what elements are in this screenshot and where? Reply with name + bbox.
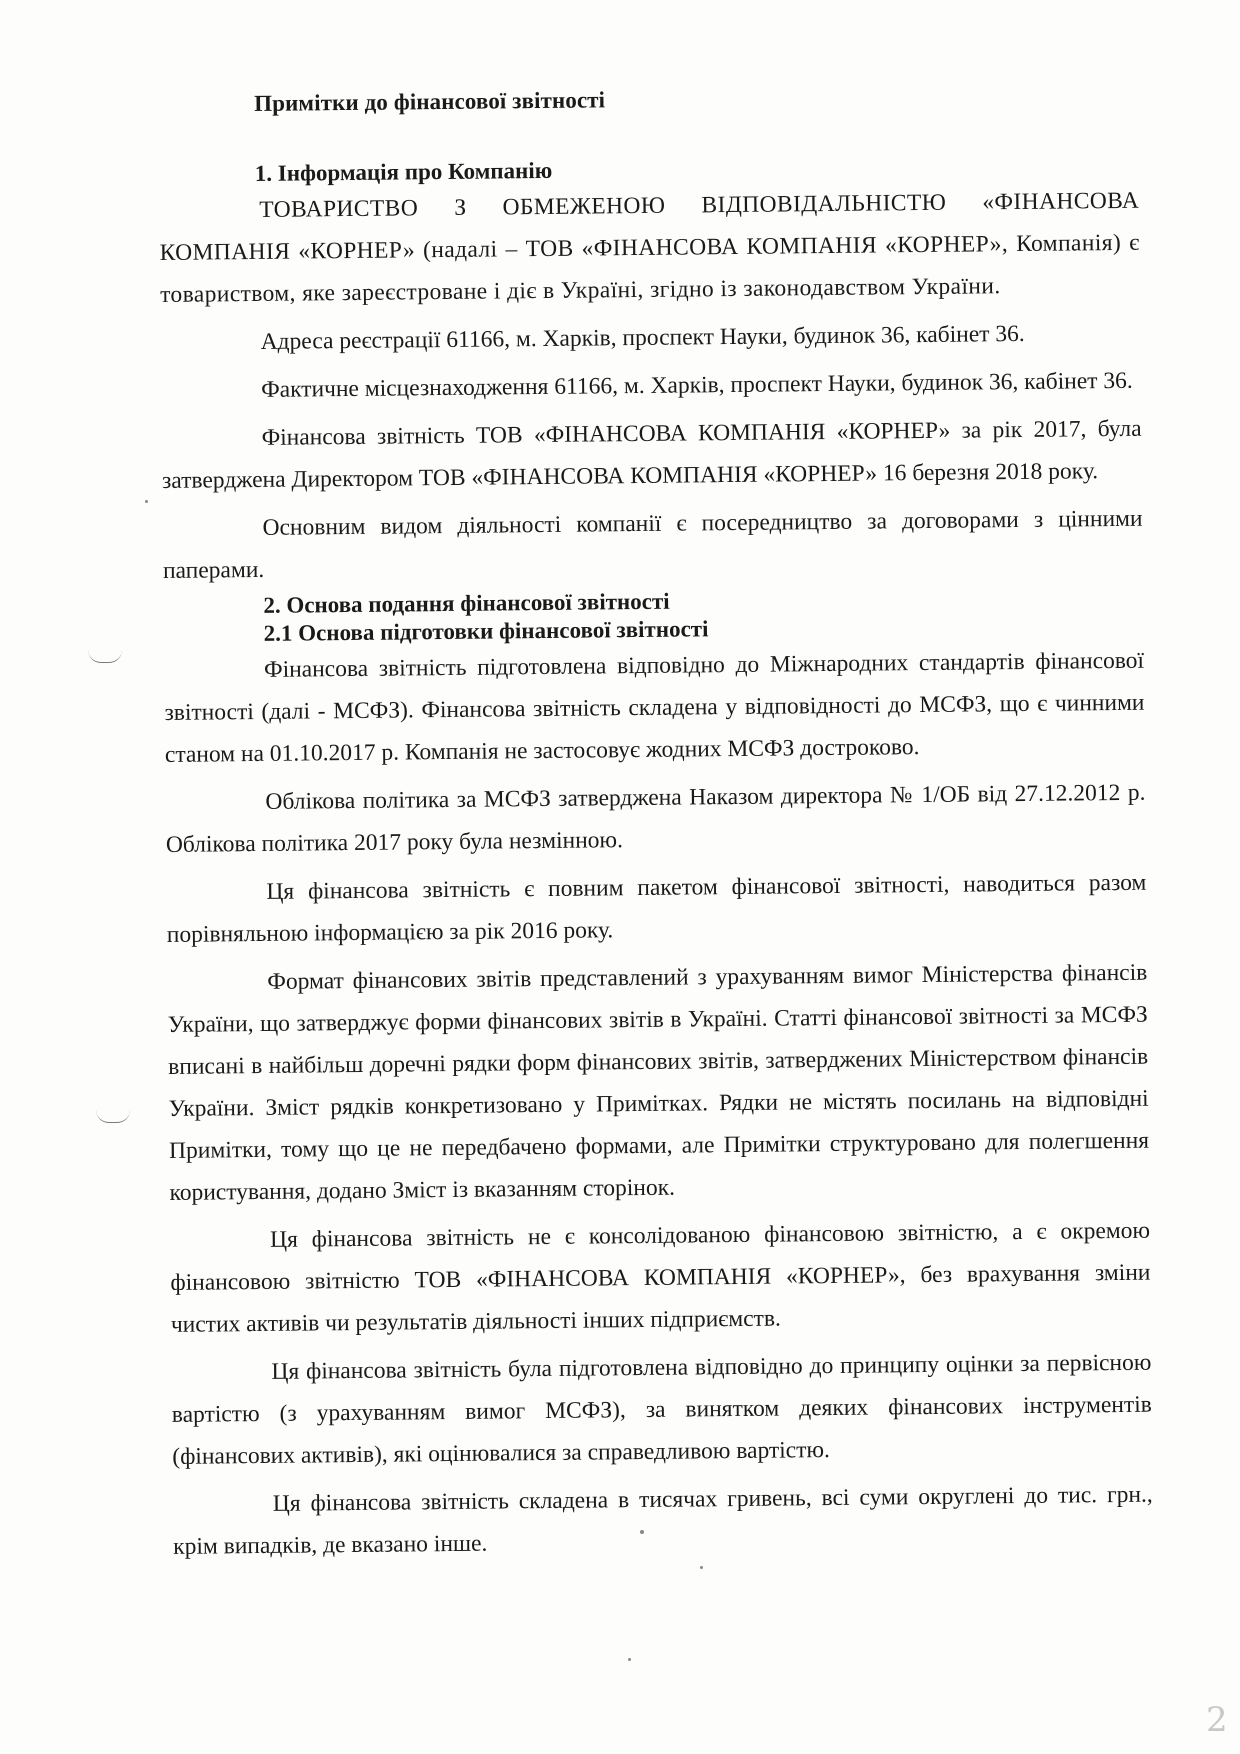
paragraph-main-activity: Основним видом діяльності компанії є посередництво за договорами з цінними паперами. <box>162 505 1143 584</box>
paragraph-registration-address: Адреса реєстрації 61166, м. Харків, проспект Науки, будинок 36, кабінет 36. <box>260 320 1025 355</box>
paragraph-historical-cost: Ця фінансова звітність була підготовлена відповідно до принципу оцінки за первісною вартістю (з урахуванням вимог МСФЗ), за винятком деяких фінансових інструментів (фінансових активів), які оцінювалися за справедливою вартістю. <box>171 1349 1152 1470</box>
paragraph-company-name: ТОВАРИСТВО З ОБМЕЖЕНОЮ ВІДПОВІДАЛЬНІСТЮ «ФІНАНСОВА КОМПАНІЯ «КОРНЕР» (надалі – ТОВ «ФІНАНСОВА КОМПАНІЯ «КОРНЕР», Компанія) є товариством, яке зареєстроване і діє в Україні, згідно із законодавством України. <box>159 187 1140 308</box>
paragraph-separate-statements: Ця фінансова звітність не є консолідованою фінансовою звітністю, а є окремою фінансовою звітністю ТОВ «ФІНАНСОВА КОМПАНІЯ «КОРНЕР», без врахування зміни чистих активів чи результатів діяльності інших підприємств. <box>170 1217 1151 1338</box>
section-heading-basis-of-presentation: 2. Основа подання фінансової звітності <box>263 588 670 618</box>
paragraph-ifrs-compliance: Фінансова звітність підготовлена відповідно до Міжнародних стандартів фінансової звітності (далі - МСФЗ). Фінансова звітність складена у відповідності до МСФЗ, що є чинними станом на 01.10.2017 р. Компанія не застосовує жодних МСФЗ достроково. <box>164 647 1145 768</box>
scan-dot-mark <box>640 1530 644 1534</box>
scan-dot-mark <box>700 1566 703 1569</box>
page-number: 2 <box>1206 1700 1228 1740</box>
scan-punch-mark-top <box>88 650 122 663</box>
scan-dot-mark <box>145 500 148 503</box>
section-heading-company-info: 1. Інформація про Компанію <box>254 157 553 186</box>
paragraph-accounting-policy: Облікова політика за МСФЗ затверджена Наказом директора № 1/ОБ від 27.12.2012 р. Облікова політика 2017 року була незмінною. <box>165 779 1146 858</box>
subsection-heading-basis-of-preparation: 2.1 Основа підготовки фінансової звітності <box>263 616 709 646</box>
scan-punch-mark-bottom <box>96 1110 130 1123</box>
paragraph-currency-units: Ця фінансова звітність складена в тисячах гривень, всі суми округлені до тис. грн., крім випадків, де вказано інше. <box>173 1481 1153 1560</box>
paragraph-report-format: Формат фінансових звітів представлений з урахуванням вимог Міністерства фінансів України, що затверджує форми фінансових звітів в Україні. Статті фінансової звітності за МСФЗ вписані в найбільш доречні рядки форм фінансових звітів, затверджених Міністерством фінансів України. Зміст рядків конкретизовано у Примітках. Рядки не містять посилань на відповідні Примітки, тому що це не передбачено формами, але Примітки структуровано для полегшення користування, додано Зміст із вказанням сторінок. <box>167 959 1150 1206</box>
paragraph-approval: Фінансова звітність ТОВ «ФІНАНСОВА КОМПАНІЯ «КОРНЕР» за рік 2017, була затверджена Директором ТОВ «ФІНАНСОВА КОМПАНІЯ «КОРНЕР» 16 березня 2018 року. <box>161 415 1142 494</box>
document-title: Примітки до фінансової звітності <box>253 87 606 116</box>
document-body <box>158 82 1153 1574</box>
scan-dot-mark <box>628 1658 631 1661</box>
paragraph-full-package: Ця фінансова звітність є повним пакетом фінансової звітності, наводиться разом порівняльною інформацією за рік 2016 року. <box>166 869 1147 948</box>
paragraph-actual-address: Фактичне місцезнаходження 61166, м. Харків, проспект Науки, будинок 36, кабінет 36. <box>260 367 1133 403</box>
